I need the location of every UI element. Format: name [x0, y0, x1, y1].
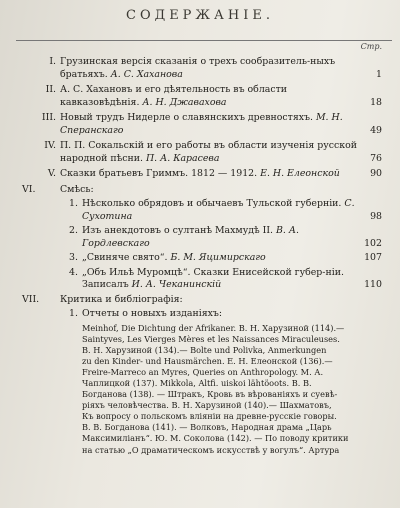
review-line: ріяхъ человѣчества. В. Н. Харузиной (140).— Шахматовъ,	[82, 400, 332, 411]
item-title: Нѣсколько обрядовъ и обычаевъ Тульской губерніи.	[82, 198, 342, 209]
entry-page: 1	[376, 68, 382, 80]
entry-page: 76	[370, 152, 382, 164]
entry-author: А. Н. Джавахова	[142, 96, 227, 108]
entry-title: Сказки братьевъ Гриммъ. 1812 — 1912.	[60, 168, 258, 179]
entry-title: А. С. Хахановъ и его дѣятельность въ области кавказовѣдѣнія.	[60, 84, 288, 108]
entry-author: М. Н. Сперанскаго	[60, 112, 343, 136]
section-number: VI.	[22, 183, 36, 195]
entry-number: II.	[45, 84, 56, 95]
toc-entry-3	[0, 112, 400, 137]
toc-entry-4	[0, 140, 400, 165]
entry-number: IV.	[44, 140, 56, 151]
entry-page: 49	[370, 124, 382, 136]
reviews-list	[0, 323, 400, 456]
item-page: 107	[364, 252, 382, 263]
entry-title: П. П. Сокальскій и его работы въ области изученія русской народной пѣсни.	[60, 140, 358, 164]
criticism-item-1	[0, 308, 400, 321]
review-line: В. В. Богданова (141). — Волковъ, Народная драма „Царь	[82, 422, 332, 433]
item-page: 110	[364, 279, 382, 290]
misc-item-2	[0, 225, 400, 250]
review-line: Максимиліанъ“. Ю. М. Соколова (142). — По поводу критики	[82, 433, 349, 444]
entry-number: III.	[41, 112, 56, 123]
entry-author: П. А. Карасева	[146, 152, 220, 164]
misc-item-4	[0, 267, 400, 292]
section-title: Смѣсь:	[60, 183, 94, 195]
entry-author: А. С. Хаханова	[110, 68, 183, 80]
item-page: 102	[364, 237, 382, 249]
entry-title: Грузинская версія сказанія о трехъ сообразитель-ныхъ братьяхъ.	[60, 56, 336, 80]
section-heading-criticism	[0, 294, 400, 307]
review-line: В. Н. Харузиной (134).— Bolte und Polivka, Anmerkungen	[82, 344, 327, 355]
entry-number: V.	[47, 168, 56, 179]
review-line: Богданова (138). — Штракъ, Кровь въ вѣрованіяхъ и суевѣ-	[82, 389, 338, 400]
item-title: „Свиняче свято“.	[82, 252, 168, 263]
toc-entry-1	[0, 56, 400, 81]
review-line: Saintyves, Les Vierges Mères et les Naissances Miraculeuses.	[82, 333, 340, 344]
section-title: Критика и библіографія:	[60, 293, 183, 305]
review-line: на статью „О драматическомъ искусствѣ у вогулъ“. Артура	[82, 444, 340, 455]
item-author: С. Сухотина	[82, 198, 355, 222]
item-number: 2.	[69, 225, 78, 236]
section-heading-misc	[0, 184, 400, 197]
review-line: Freire-Marreco an Myres, Queries on Anthropology. М. А.	[82, 366, 324, 377]
item-page: 98	[370, 210, 382, 222]
review-line: zu den Kinder- und Hausmärchen. Е. Н. Елеонской (136).—	[82, 355, 333, 366]
item-author: В. А. Гордлевскаго	[82, 225, 299, 249]
entry-page: 90	[370, 168, 382, 179]
misc-item-3	[0, 252, 400, 265]
entry-author: Е. Н. Елеонской	[260, 168, 340, 179]
item-number: 1.	[69, 308, 78, 319]
review-line: Meinhof, Die Dichtung der Afrikaner. В. Н. Харузиной (114).—	[82, 322, 345, 333]
item-title: Изъ анекдотовъ о султанѣ Махмудѣ II.	[82, 225, 274, 236]
item-number: 3.	[69, 252, 78, 263]
item-author: И. А. Чеканинскій	[131, 279, 222, 290]
page-column-label: Стр.	[360, 42, 382, 51]
review-line: Къ вопросу о польскомъ вліяніи на древне-русскіе говоры.	[82, 411, 337, 422]
entry-title: Новый трудъ Нидерле о славянскихъ древностяхъ.	[60, 112, 313, 123]
item-title: „Объ Ильѣ Муромцѣ“. Сказки Енисейской губер-ніи. Записалъ	[82, 266, 344, 290]
review-line: Чаплицкой (137). Mikkola, Altfi. uiskoi lähtöoots. В. В.	[82, 377, 312, 388]
entry-page: 18	[370, 96, 382, 108]
title-rule	[16, 40, 392, 41]
item-number: 4.	[69, 266, 78, 278]
toc-entry-5	[0, 168, 400, 181]
item-number: 1.	[69, 198, 78, 209]
page-title: СОДЕРЖАНІЕ.	[126, 8, 274, 23]
item-title: Отчеты о новыхъ изданіяхъ:	[82, 308, 223, 319]
entry-number: I.	[49, 56, 56, 67]
toc-entry-2	[0, 84, 400, 109]
section-number: VII.	[22, 293, 40, 305]
table-of-contents	[0, 56, 400, 456]
item-author: Б. М. Яцимирскаго	[170, 252, 266, 263]
misc-item-1	[0, 198, 400, 223]
